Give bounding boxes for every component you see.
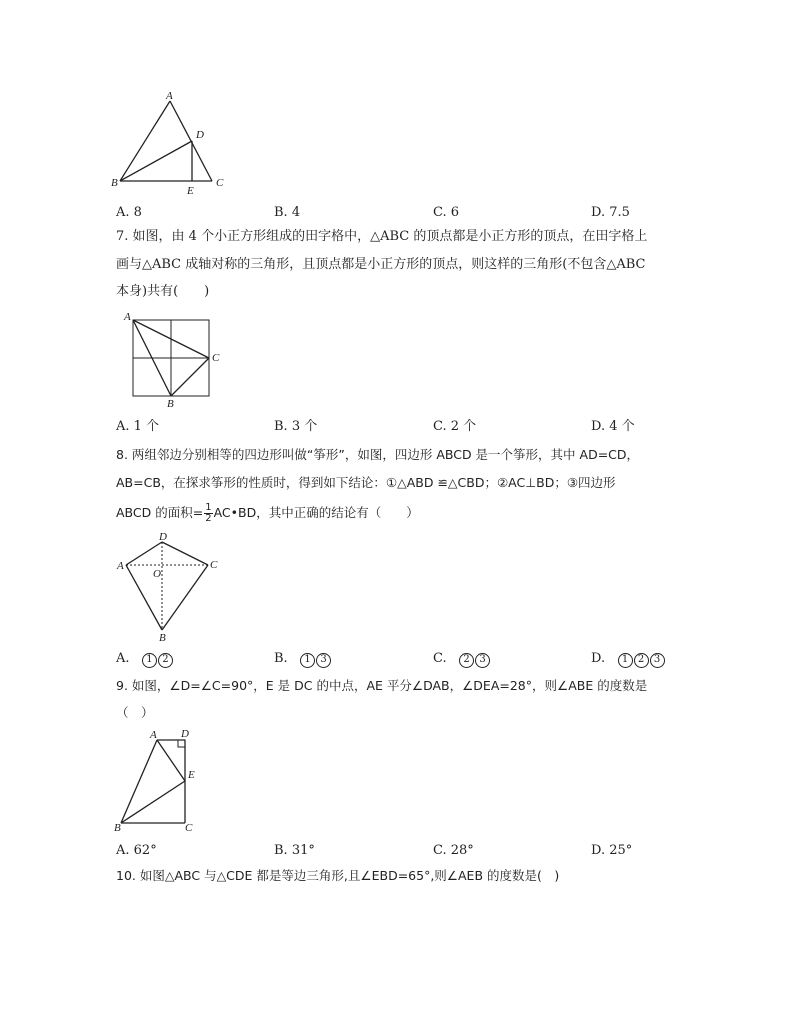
- q8-option-b-circle-2: 3: [316, 653, 331, 668]
- q6-option-c[interactable]: C. 6: [433, 205, 460, 220]
- q8-option-a-circle-1: 1: [142, 653, 157, 668]
- q7-label-b: B: [167, 398, 174, 410]
- q7-label-a: A: [124, 311, 131, 323]
- q8-text-line3-pre: ABCD 的面积=: [116, 505, 204, 520]
- q8-label-o: O: [153, 568, 161, 580]
- q7-option-d[interactable]: D. 4 个: [591, 419, 635, 434]
- q8-option-b[interactable]: [274, 651, 332, 668]
- q8-option-c-circle-1: 2: [459, 653, 474, 668]
- q9-label-e: E: [188, 769, 195, 781]
- q8-option-d-circle-3: 3: [650, 653, 665, 668]
- q8-text-line3: [116, 503, 419, 524]
- q8-fraction: [204, 503, 212, 524]
- q6-option-d[interactable]: D. 7.5: [591, 205, 630, 220]
- q6-label-a: A: [166, 90, 173, 102]
- q9-text-line1: 9. 如图，∠D=∠C=90°，E 是 DC 的中点，AE 平分∠DAB，∠DEA=28°，则∠ABE 的度数是: [116, 678, 648, 693]
- q8-text-line1: 8. 两组邻边分别相等的四边形叫做“筝形”，如图，四边形 ABCD 是一个筝形，其中 AD=CD，: [116, 447, 640, 462]
- q8-option-a-prefix: A.: [116, 651, 130, 666]
- q6-label-c: C: [216, 177, 224, 189]
- q8-option-a-circle-2: 2: [158, 653, 173, 668]
- q9-label-c: C: [185, 822, 193, 834]
- q7-figure: [118, 308, 226, 412]
- q6-option-b[interactable]: B. 4: [274, 205, 301, 220]
- q8-fraction-denominator: 2: [205, 513, 212, 524]
- q8-label-b: B: [159, 632, 166, 642]
- q9-text-line2: （ ）: [116, 705, 154, 720]
- q7-text-line3: 本身)共有( ): [116, 284, 210, 299]
- q8-option-d[interactable]: [591, 651, 666, 668]
- q7-option-c[interactable]: C. 2 个: [433, 419, 477, 434]
- q9-label-a: A: [150, 729, 157, 741]
- q8-option-b-prefix: B.: [274, 651, 288, 666]
- q8-option-d-circle-2: 2: [634, 653, 649, 668]
- q7-text-line1: 7. 如图，由 4 个小正方形组成的田字格中，△ABC 的顶点都是小正方形的顶点，在田字格上: [116, 229, 648, 244]
- q6-label-b: B: [111, 177, 118, 189]
- q9-label-d: D: [181, 728, 189, 740]
- q7-label-c: C: [212, 352, 220, 364]
- q6-label-e: E: [187, 185, 194, 196]
- q10-text-line1: 10. 如图△ABC 与△CDE 都是等边三角形,且∠EBD=65°,则∠AEB 的度数是( ): [116, 868, 560, 883]
- q9-label-b: B: [114, 822, 121, 834]
- q8-option-d-circle-1: 1: [618, 653, 633, 668]
- q6-label-d: D: [196, 129, 204, 141]
- q8-text-line3-post: AC•BD，其中正确的结论有（ ）: [213, 505, 419, 520]
- q9-option-c[interactable]: C. 28°: [433, 843, 474, 858]
- q8-option-d-prefix: D.: [591, 651, 606, 666]
- q8-option-b-circle-1: 1: [300, 653, 315, 668]
- q7-option-b[interactable]: B. 3 个: [274, 419, 318, 434]
- q9-option-a[interactable]: A. 62°: [116, 843, 157, 858]
- q9-option-b[interactable]: B. 31°: [274, 843, 315, 858]
- q8-option-a[interactable]: [116, 651, 174, 668]
- q7-option-a[interactable]: A. 1 个: [116, 419, 160, 434]
- q8-option-c-circle-2: 3: [475, 653, 490, 668]
- q8-fraction-numerator: 1: [205, 502, 212, 513]
- q7-text-line2: 画与△ABC 成轴对称的三角形，且顶点都是小正方形的顶点，则这样的三角形(不包含△ABC: [116, 257, 646, 272]
- q8-label-c: C: [210, 559, 218, 571]
- q8-option-c-prefix: C.: [433, 651, 447, 666]
- q8-figure: [114, 530, 220, 642]
- q8-label-d: D: [159, 531, 167, 543]
- q8-label-a: A: [117, 560, 124, 572]
- q6-option-a[interactable]: A. 8: [116, 205, 142, 220]
- q8-text-line2: AB=CB，在探求筝形的性质时，得到如下结论：①△ABD ≌△CBD；②AC⊥BD；③四边形: [116, 475, 616, 490]
- q8-option-c[interactable]: [433, 651, 491, 668]
- q9-option-d[interactable]: D. 25°: [591, 843, 633, 858]
- q9-figure: [113, 726, 205, 834]
- q6-figure: [110, 88, 236, 196]
